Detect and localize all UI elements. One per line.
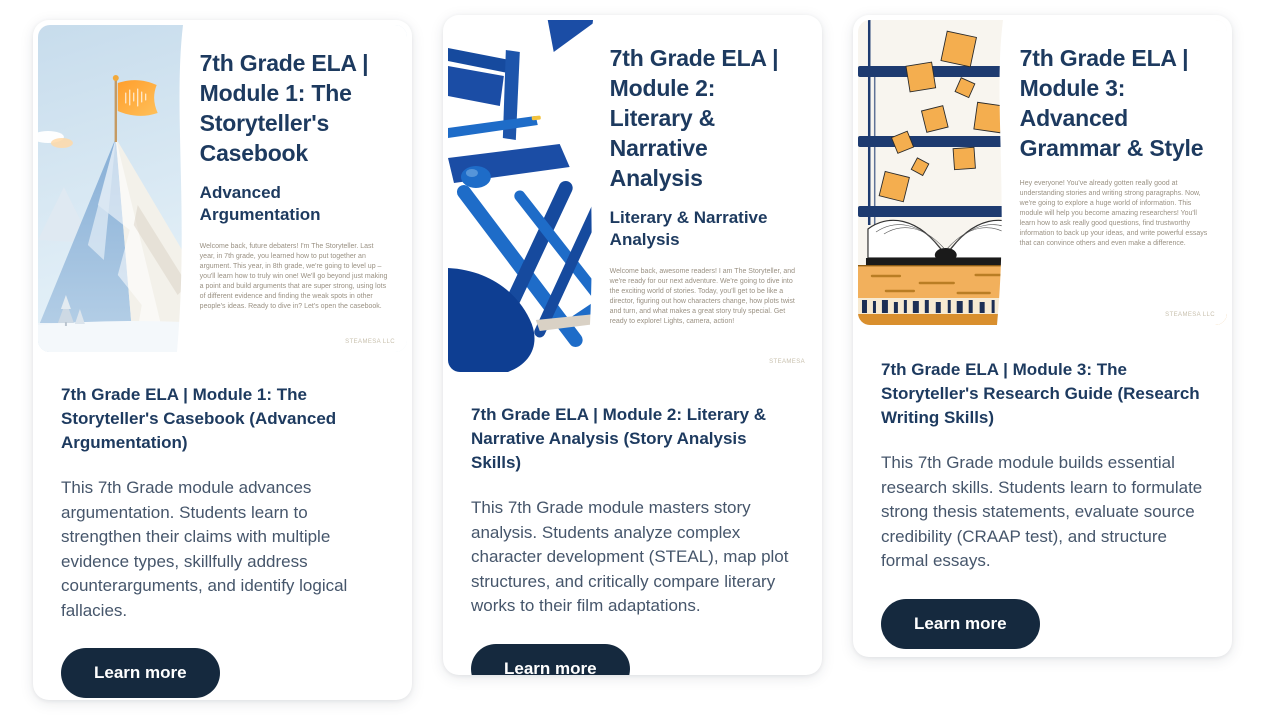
- cover-title: 7th Grade ELA | Module 3: Advanced Grammar & Style: [1019, 45, 1204, 161]
- card-content: [443, 377, 822, 675]
- course-heading: 7th Grade ELA | Module 1: The Storyteller's Casebook (Advanced Argumentation): [61, 385, 337, 452]
- course-heading: 7th Grade ELA | Module 3: The Storyteller's Research Guide (Research Writing Skills): [881, 360, 1200, 427]
- cover-title: 7th Grade ELA | Module 1: The Storyteller's Casebook: [199, 50, 369, 166]
- cover-text-panel: [607, 20, 817, 372]
- course-card-module-3: [853, 15, 1232, 657]
- cover-intro-text: Welcome back, awesome readers! I am The Storyteller, and we're ready for our next adventure. We're going to dive into the exciting world of stories. Today, you'll get to be like a director, figuring out how characters change, how plots twist and turn, and what makes a great story truly special. Get ready to explore! Lights, camera, action!: [609, 268, 795, 325]
- cover-curve-edge: [994, 20, 1018, 325]
- cover-curve-edge: [584, 20, 608, 372]
- publisher-brand: STEAMESA LLC: [345, 339, 395, 345]
- cover-subtitle: Advanced Argumentation: [199, 183, 321, 224]
- course-cover-module-2: [448, 20, 817, 372]
- course-card-module-2: [443, 15, 822, 675]
- publisher-brand: STEAMESA: [769, 359, 805, 365]
- cover-intro-text: Hey everyone! You've already gotten really good at understanding stories and writing strong paragraphs. Now, we're going to explore a huge world of information. This module will help you become amazing researchers! You'll learn how to ask really good questions, find trustworthy information to back up your ideas, and write powerful essays that can convince others and even make a difference.: [1019, 180, 1208, 247]
- course-cover-module-3: [858, 20, 1227, 325]
- cover-title: 7th Grade ELA | Module 2: Literary & Narrative Analysis: [609, 45, 779, 191]
- cover-curve-edge: [174, 25, 198, 352]
- learn-more-button[interactable]: Learn more: [61, 648, 220, 698]
- course-card-module-1: [33, 20, 412, 700]
- course-heading: 7th Grade ELA | Module 2: Literary & Narrative Analysis (Story Analysis Skills): [471, 405, 767, 472]
- learn-more-button[interactable]: Learn more: [471, 644, 630, 676]
- course-description: This 7th Grade module builds essential research skills. Students learn to formulate strong thesis statements, evaluate source credibility (CRAAP test), and structure formal essays.: [881, 453, 1203, 570]
- card-content: [853, 330, 1232, 649]
- learn-more-button[interactable]: Learn more: [881, 599, 1040, 649]
- cover-text-panel: [1017, 20, 1227, 325]
- cover-intro-text: Welcome back, future debaters! I'm The Storyteller. Last year, in 7th grade, you learned how to put together an argument. This year, in 8th grade, we're going to level up – you'll learn how to truly win one! We'll go beyond just making a point and build arguments that are super strong, using lots of different evidence and finding the weak spots in other people's ideas. Ready to dive in? Let's open the casebook.: [199, 243, 388, 310]
- cover-subtitle: Literary & Narrative Analysis: [609, 208, 768, 249]
- publisher-brand: STEAMESA LLC: [1165, 312, 1215, 318]
- card-content: [33, 357, 412, 698]
- course-cover-module-1: [38, 25, 407, 352]
- cover-text-panel: [197, 25, 407, 352]
- course-description: This 7th Grade module advances argumentation. Students learn to strengthen their claims with multiple evidence types, skillfully address counterarguments, and identify logical fallacies.: [61, 478, 348, 620]
- course-description: This 7th Grade module masters story analysis. Students analyze complex character development (STEAL), map plot structures, and critically compare literary works to their film adaptations.: [471, 498, 789, 615]
